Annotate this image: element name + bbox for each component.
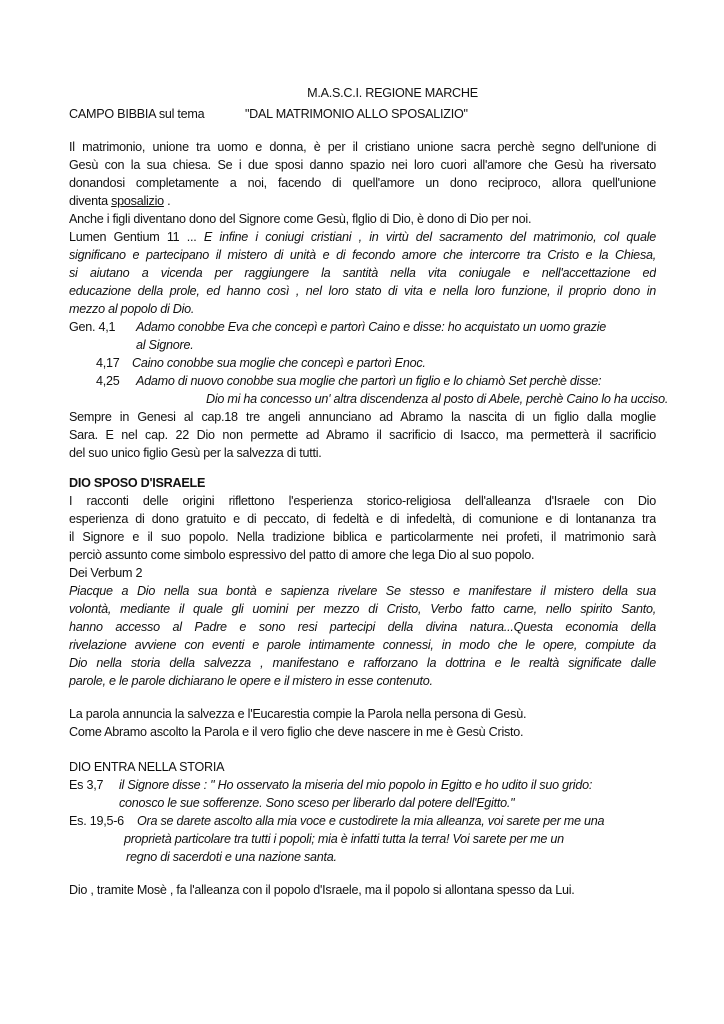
header-line: [69, 105, 656, 123]
text-line: La parola annuncia la salvezza e l'Eucarestia compie la Parola nella persona di Gesù.: [69, 707, 527, 721]
quote: Caino conobbe sua moglie che concepì e partorì Enoc.: [132, 356, 426, 370]
text: .: [163, 194, 171, 208]
ref: 4,17: [96, 356, 120, 370]
header-org: M.A.S.C.I. REGIONE MARCHE: [307, 86, 478, 100]
exodus-line: [69, 812, 656, 830]
intro-line: Anche i figli diventano dono del Signore come Gesù, flglio di Dio, è dono di Dio per noi.: [69, 212, 532, 226]
text-line: perciò assunto come simbolo espressivo del patto di amore che lega Dio al suo popolo.: [69, 548, 535, 562]
quote-line: parole, e le parole dichiarano le opere e il mistero in esse contenuto.: [69, 674, 433, 688]
ref: Gen. 4,1: [69, 320, 116, 334]
intro-line: donandosi completamente a noi, facendo di quell'amore un dono reciproco, allora quell'unione: [69, 176, 656, 190]
quote-line: Dio nella storia della salvezza , manifestano e rafforzano la dottrina e le realtà significate dalle: [69, 656, 656, 670]
text-line: del suo unico figlio Gesù per la salvezza di tutti.: [69, 446, 322, 460]
quote-line: regno di sacerdoti e una nazione santa.: [126, 850, 337, 864]
text: diventa: [69, 194, 112, 208]
text-line: Sara. E nel cap. 22 Dio non permette ad Abramo il sacrificio di Isacco, ma permetterà il sacrificio: [69, 428, 656, 442]
lumen-gentium-ref: Lumen Gentium 11 ...: [69, 230, 204, 244]
quote-line: Dio mi ha concesso un' altra discendenza al posto di Abele, perchè Caino lo ha ucciso.: [206, 392, 669, 406]
section-heading-storia: DIO ENTRA NELLA STORIA: [69, 760, 225, 774]
text-line: Dio , tramite Mosè , fa l'alleanza con il popolo d'Israele, ma il popolo si allontana spesso da Lui.: [69, 883, 575, 897]
quote-line: conosco le sue sofferenze. Sono sceso per liberarlo dal potere dell'Egitto.": [119, 796, 515, 810]
lumen-gentium-line: [69, 228, 656, 246]
genesis-line: [69, 354, 656, 372]
document-page: [69, 84, 669, 899]
quote: Adamo di nuovo conobbe sua moglie che partorì un figlio e lo chiamò Set perchè disse:: [136, 374, 602, 388]
quote-line: volontà, mediante il quale gli uomini per mezzo di Cristo, Verbo fatto carne, nello spirito Santo,: [69, 602, 656, 616]
genesis-line: [69, 372, 656, 390]
intro-line: Gesù con la sua chiesa. Se i due sposi danno spazio nei loro cuori all'amore che Gesù ha riversato: [69, 158, 656, 172]
ref: Es. 19,5-6: [69, 814, 124, 828]
quote-line: hanno accesso al Padre e sono resi partecipi della divina natura...Questa economia della: [69, 620, 656, 634]
text-line: Come Abramo ascolto la Parola e il vero figlio che deve nascere in me è Gesù Cristo.: [69, 725, 524, 739]
tema-title: "DAL MATRIMONIO ALLO SPOSALIZIO": [244, 107, 468, 121]
section-heading-sposo: DIO SPOSO D'ISRAELE: [69, 476, 206, 490]
quote: Adamo conobbe Eva che concepì e partorì Caino e disse: ho acquistato un uomo grazie: [136, 320, 607, 334]
quote-line: mezzo al popolo di Dio.: [69, 302, 195, 316]
text-line: esperienza di dono gratuito e di peccato, di fedeltà e di infedeltà, di comunione e di lontananza tra: [69, 512, 656, 526]
exodus-line: [69, 776, 656, 794]
dei-verbum-ref: Dei Verbum 2: [69, 566, 143, 580]
intro-line: Il matrimonio, unione tra uomo e donna, è per il cristiano unione sacra perchè segno dell'unione di: [69, 140, 656, 154]
quote: E infine i coniugi cristiani , in virtù del sacramento del matrimonio, col quale: [203, 230, 656, 244]
quote-line: proprietà particolare tra tutti i popoli; mia è infatti tutta la terra! Voi sarete per me un: [124, 832, 564, 846]
quote-line: Piacque a Dio nella sua bontà e sapienza rivelare Se stesso e manifestare il mistero della sua: [69, 584, 656, 598]
ref: Es 3,7: [69, 778, 104, 792]
quote-line: significano e partecipano il mistero di unità e di fecondo amore che intercorre tra Cristo e la Chiesa,: [69, 248, 656, 262]
text-line: I racconti delle origini riflettono l'esperienza storico-religiosa dell'alleanza d'Israele con Dio: [69, 494, 656, 508]
genesis-line: [69, 318, 656, 336]
quote: il Signore disse : " Ho osservato la miseria del mio popolo in Egitto e ho udito il suo grido:: [119, 778, 593, 792]
intro-line: [69, 192, 656, 210]
quote-line: educazione della prole, ed hanno così , nel loro stato di vita e nella loro funzione, il proprio dono in: [69, 284, 656, 298]
campo-label: CAMPO BIBBIA sul tema: [69, 107, 205, 121]
sposalizio-underlined: sposalizio: [111, 194, 164, 208]
ref: 4,25: [96, 374, 120, 388]
text-line: Sempre in Genesi al cap.18 tre angeli annunciano ad Abramo la nascita di un figlio dalla moglie: [69, 410, 656, 424]
quote-line: rivelazione avviene con eventi e parole intimamente connessi, in modo che le opere, compiute da: [69, 638, 656, 652]
quote: Ora se darete ascolto alla mia voce e custodirete la mia alleanza, voi sarete per me una: [137, 814, 605, 828]
quote-line: al Signore.: [136, 338, 194, 352]
text-line: il Signore e il suo popolo. Nella tradizione biblica e particolarmente nei profeti, il matrimonio sarà: [69, 530, 656, 544]
quote-line: si aiutano a vicenda per raggiungere la santità nella vita coniugale e nell'accettazione ed: [69, 266, 656, 280]
